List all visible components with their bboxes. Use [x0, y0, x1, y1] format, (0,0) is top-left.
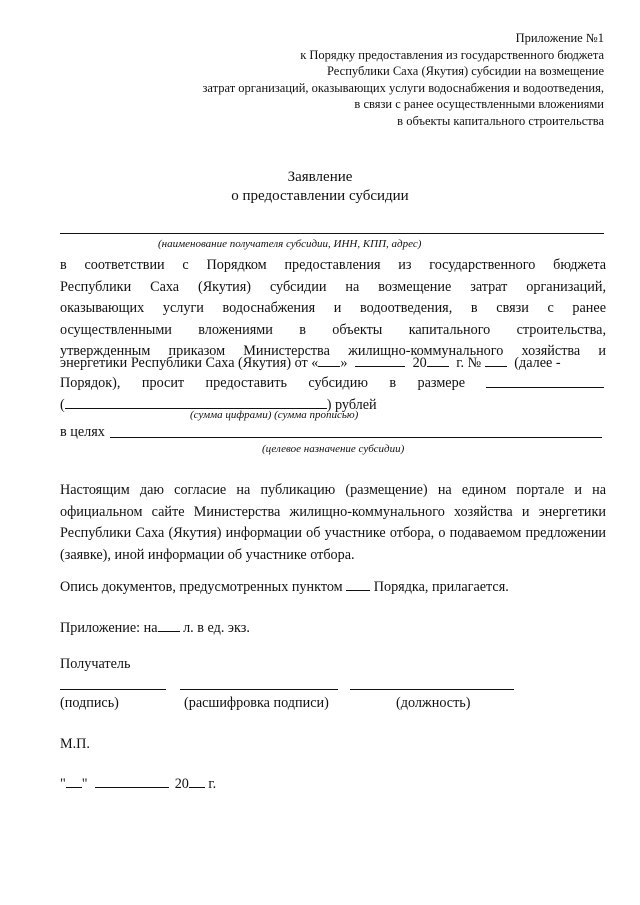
signature-decode-blank[interactable] [180, 689, 338, 690]
purpose-blank[interactable] [110, 437, 602, 438]
position-caption: (должность) [396, 695, 471, 711]
appendix-header [202, 30, 604, 129]
signature-caption: (подпись) [60, 695, 119, 711]
month-blank[interactable] [355, 352, 405, 367]
inventory-text: Порядка, прилагается. [373, 579, 509, 595]
recipient-blank-line[interactable] [60, 233, 604, 234]
amount-words-blank[interactable] [65, 394, 327, 409]
year-prefix: 20 [412, 355, 427, 371]
appendix-line: затрат организаций, оказывающих услуги водоснабжения и водоотведения, [202, 80, 604, 95]
purpose-line [60, 422, 606, 444]
date-month-blank[interactable] [95, 773, 169, 788]
body-text: (далее - [514, 355, 561, 371]
date-quote: " [60, 776, 66, 792]
title-line-2: о предоставлении субсидии [231, 188, 409, 204]
attachment-line [60, 617, 250, 637]
body-line: оказывающих услуги водоснабжения и водоотведения, в связи с ранее [60, 300, 606, 316]
body-line-amount [60, 373, 480, 395]
purpose-prefix: в целях [60, 424, 105, 440]
body-line: в соответствии с Порядком предоставления из государственного бюджета [60, 257, 606, 273]
date-line [60, 773, 216, 793]
stamp-label: М.П. [60, 736, 90, 752]
date-quote: " [81, 776, 88, 792]
date-day-blank[interactable] [66, 773, 82, 788]
order-number-label: г. № [456, 355, 482, 371]
position-blank[interactable] [350, 689, 514, 690]
inventory-line [60, 576, 509, 596]
appendix-line: Приложение №1 [515, 31, 604, 45]
date-year-prefix: 20 [174, 776, 189, 792]
purpose-caption: (целевое назначение субсидии) [262, 443, 405, 455]
date-year-blank[interactable] [189, 773, 205, 788]
consent-paragraph: Настоящим даю согласие на публикацию (размещение) на едином портале и на официальном сайте Министерства жилищно-коммунального хозяйства и энергетики Республики Саха (Якутия) информации об участнике отбора, о подаваемом предложении (заявке), иной информации об участнике отбора. [60, 482, 606, 563]
date-suffix: г. [208, 776, 217, 792]
clause-number-blank[interactable] [346, 576, 370, 591]
sheets-count-blank[interactable] [158, 617, 180, 632]
appendix-line: к Порядку предоставления из государственного бюджета [300, 47, 604, 62]
signature-blank[interactable] [60, 689, 166, 690]
attachment-text: Приложение: на [60, 620, 158, 636]
body-line: осуществленными вложениями в объекты капитального строительства, [60, 321, 606, 338]
day-blank[interactable] [318, 352, 340, 367]
appendix-line: Республики Саха (Якутия) субсидии на возмещение [327, 64, 604, 78]
amount-digits-blank[interactable] [486, 387, 604, 388]
appendix-line: в объекты капитального строительства [397, 113, 604, 128]
body-text: Порядок), просит предоставить субсидию в размере [60, 375, 465, 391]
title-line-1: Заявление [287, 169, 353, 185]
body-line: утвержденным приказом Министерства жилищно-коммунального хозяйства и [60, 343, 606, 359]
body-text: » [340, 355, 348, 371]
sum-caption: (сумма цифрами) (сумма прописью) [190, 409, 359, 421]
body-text: энергетики Республики Саха (Якутия) от « [60, 355, 319, 371]
body-text: ( [60, 397, 65, 413]
signature-decode-caption: (расшифровка подписи) [184, 695, 329, 711]
appendix-line: в связи с ранее осуществленными вложениями [354, 97, 604, 111]
year-blank[interactable] [427, 352, 449, 367]
document-title [0, 168, 640, 206]
attachment-text: л. в ед. экз. [183, 620, 250, 636]
order-number-blank[interactable] [485, 352, 507, 367]
body-text: ) рублей [326, 397, 377, 413]
recipient-label: Получатель [60, 656, 131, 672]
body-line-date [60, 352, 606, 375]
recipient-caption: (наименование получателя субсидии, ИНН, КПП, адрес) [158, 238, 422, 250]
body-line: Республики Саха (Якутия) субсидии на возмещение затрат организаций, [60, 278, 606, 295]
inventory-text: Опись документов, предусмотренных пунктом [60, 579, 343, 595]
